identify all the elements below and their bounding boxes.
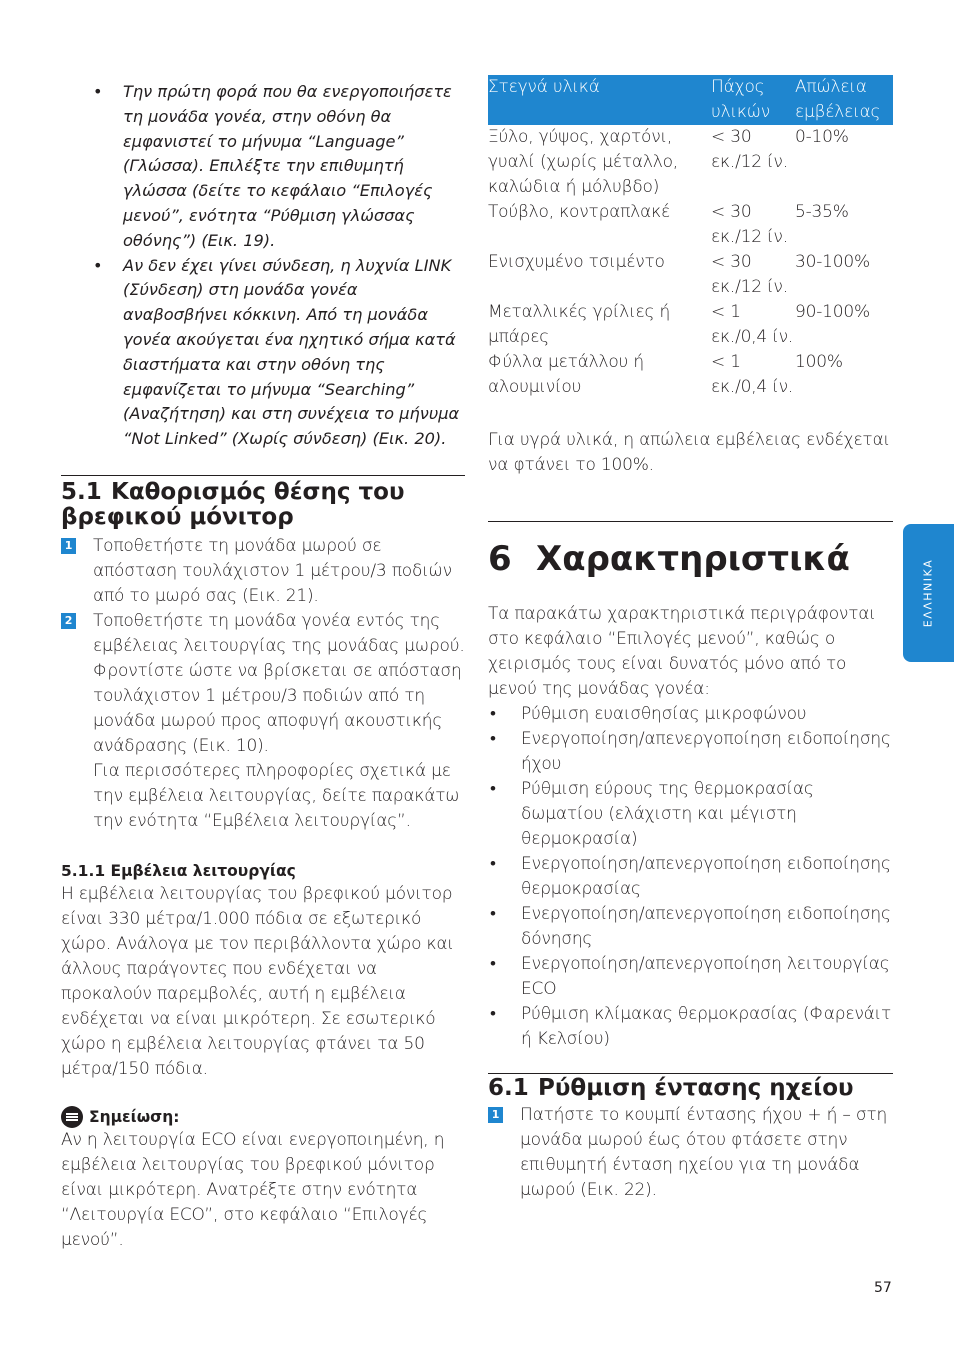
section-number: 5.1 bbox=[61, 478, 102, 505]
table-header-cell: Απώλεια εμβέλειας bbox=[795, 75, 893, 125]
range-paragraph: Η εμβέλεια λειτουργίας του βρεφικού μόνιτορ είναι 330 μέτρα/1.000 πόδια σε εξωτερικό χώρο. Ανάλογα με τον περιβάλλοντα χώρο και άλλους παράγοντες που ενδέχεται να προκαλούν παρεμβολές, αυτή η εμβέλεια ενδέχεται να είναι μικρότερη. Σε εσωτερικό χώρο η εμβέλεια λειτουργίας φτάνει τα 50 μέτρα/150 πόδια. bbox=[61, 883, 454, 1079]
table-cell: 30-100% bbox=[795, 252, 870, 272]
bullet-icon: • bbox=[490, 779, 496, 799]
table-header-row bbox=[488, 75, 893, 125]
section-heading-6-1 bbox=[488, 1076, 893, 1101]
left-column bbox=[61, 80, 465, 1253]
table-row bbox=[488, 300, 893, 350]
section-divider bbox=[61, 475, 465, 476]
bullet-text: Αν δεν έχει γίνει σύνδεση, η λυχνία LINK (Σύνδεση) στη μονάδα γονέα αναβοσβήνει κόκκινη. Από τη μονάδα γονέα ακούγεται ένα ηχητικό σήμα κατά διαστήματα και στην οθόνη της εμφανίζεται το μήνυμα “Searching” (Αναζήτηση) και στη συνέχεια το μήνυμα “Not Linked” (Χωρίς σύνδεση) (Εικ. 20). bbox=[123, 255, 460, 449]
language-tab-label: ΕΛΛΗΝΙΚΑ bbox=[921, 558, 935, 628]
subsection-heading: 5.1.1 Εμβέλεια λειτουργίας bbox=[61, 861, 296, 880]
step-text: Τοποθετήστε τη μονάδα μωρού σε απόσταση τουλάχιστον 1 μέτρου/3 ποδιών από το μωρό σας (Εικ. 21). bbox=[93, 535, 452, 606]
page-number: 57 bbox=[874, 1280, 892, 1296]
step-text: Τοποθετήστε τη μονάδα γονέα εντός της εμβέλειας λειτουργίας της μονάδας μωρού. Φροντίστε ώστε να βρίσκεται σε απόσταση τουλάχιστον 1 μέτρου/3 ποδιών από τη μονάδα μωρού προς αποφυγή ακουστικής ανάδρασης (Εικ. 10). bbox=[93, 610, 465, 756]
table-cell: 5-35% bbox=[795, 202, 849, 222]
chapter-title: Χαρακτηριστικά bbox=[536, 539, 850, 579]
chapter-number: 6 bbox=[488, 539, 512, 579]
table-cell: < 30 εκ./12 ίν. bbox=[711, 252, 788, 297]
feature-text: Ρύθμιση εύρους της θερμοκρασίας δωματίου (ελάχιστη και μέγιστη θερμοκρασία) bbox=[521, 779, 814, 849]
chapter-heading bbox=[488, 539, 893, 579]
wet-materials-paragraph: Για υγρά υλικά, η απώλεια εμβέλειας ενδέχεται να φτάνει το 100%. bbox=[488, 430, 890, 475]
bullet-icon: • bbox=[490, 904, 496, 924]
bullet-icon: • bbox=[93, 255, 103, 275]
language-side-tab bbox=[903, 524, 954, 662]
table-cell: Ενισχυμένο τσιμέντο bbox=[488, 252, 665, 272]
note-text: Αν η λειτουργία ECO είναι ενεργοποιημένη, η εμβέλεια λειτουργίας του βρεφικού μόνιτορ είναι μικρότερη. Ανατρέξτε στην ενότητα “Λειτουργία ECO”, στο κεφάλαιο “Επιλογές μενού”. bbox=[61, 1129, 445, 1250]
list-item bbox=[488, 1002, 893, 1052]
step-number-badge: 1 bbox=[61, 538, 76, 554]
feature-text: Ρύθμιση ευαισθησίας μικροφώνου bbox=[521, 704, 807, 724]
table-row bbox=[488, 250, 893, 300]
note-label: Σημείωση: bbox=[89, 1107, 180, 1126]
chapter-divider bbox=[488, 521, 893, 522]
list-item bbox=[488, 702, 893, 727]
table-cell: 0-10% bbox=[795, 127, 849, 147]
note-icon bbox=[61, 1106, 83, 1128]
table-cell: < 30 εκ./12 ίν. bbox=[711, 127, 788, 172]
step-number-badge: 2 bbox=[61, 613, 76, 629]
step-text: Πατήστε το κουμπί έντασης ήχου + ή – στη μονάδα μωρού έως ότου φτάσετε στην επιθυμητή ένταση ηχείου για τη μονάδα μωρού (Εικ. 22). bbox=[520, 1105, 888, 1200]
table-row bbox=[488, 200, 893, 250]
feature-text: Ενεργοποίηση/απενεργοποίηση ειδοποίησης δόνησης bbox=[521, 904, 891, 949]
table-cell: Φύλλα μετάλλου ή αλουμινίου bbox=[488, 352, 644, 397]
section-number: 6.1 bbox=[488, 1075, 529, 1101]
feature-text: Ενεργοποίηση/απενεργοποίηση ειδοποίησης θερμοκρασίας bbox=[521, 854, 891, 899]
feature-text: Ρύθμιση κλίμακας θερμοκρασίας (Φαρενάιτ ή Κελσίου) bbox=[521, 1004, 892, 1049]
bullet-icon: • bbox=[490, 1004, 496, 1024]
table-row bbox=[488, 350, 893, 400]
table-cell: 100% bbox=[795, 352, 843, 372]
list-item bbox=[488, 852, 893, 902]
materials-table bbox=[488, 75, 893, 400]
list-item bbox=[488, 902, 893, 952]
section-title: Ρύθμιση έντασης ηχείου bbox=[538, 1075, 854, 1101]
bullet-icon: • bbox=[490, 954, 496, 974]
step-number-badge: 1 bbox=[488, 1107, 503, 1123]
features-intro: Τα παρακάτω χαρακτηριστικά περιγράφονται στο κεφάλαιο “Επιλογές μενού”, καθώς ο χειρισμός τους είναι δυνατός μόνο από το μενού της μονάδας γονέα: bbox=[488, 604, 876, 699]
table-cell: < 1 εκ./0,4 ίν. bbox=[711, 352, 794, 397]
table-cell: Ξύλο, γύψος, χαρτόνι, γυαλί (χωρίς μέταλλο, καλώδια ή μόλυβδο) bbox=[488, 127, 679, 197]
features-list bbox=[488, 702, 893, 1052]
section-title: Καθορισμός θέσης του βρεφικού μόνιτορ bbox=[61, 478, 405, 530]
section-divider bbox=[488, 1073, 893, 1074]
table-header-cell: Στεγνά υλικά bbox=[488, 75, 711, 125]
table-cell: Τούβλο, κοντραπλακέ bbox=[488, 202, 670, 222]
bullet-icon: • bbox=[490, 729, 496, 749]
list-item bbox=[61, 80, 465, 254]
feature-text: Ενεργοποίηση/απενεργοποίηση λειτουργίας ECO bbox=[521, 954, 890, 999]
step-item bbox=[488, 1103, 893, 1203]
right-column bbox=[488, 75, 893, 1203]
bullet-icon: • bbox=[490, 854, 496, 874]
list-item bbox=[61, 254, 465, 452]
step-item bbox=[61, 609, 465, 834]
intro-bullet-list bbox=[61, 80, 465, 452]
table-header-cell: Πάχος υλικών bbox=[711, 75, 795, 125]
list-item bbox=[488, 727, 893, 777]
bullet-icon: • bbox=[93, 82, 103, 101]
steps bbox=[61, 534, 465, 834]
table-cell: Μεταλλικές γρίλιες ή μπάρες bbox=[488, 302, 671, 347]
bullet-text: Την πρώτη φορά που θα ενεργοποιήσετε τη μονάδα γονέα, στην οθόνη θα εμφανιστεί το μήνυμα “Language” (Γλώσσα). Επιλέξτε την επιθυμητή γλώσσα (δείτε το κεφάλαιο “Επιλογές μενού”, ενότητα “Ρύθμιση γλώσσας οθόνης”) (Εικ. 19). bbox=[123, 82, 452, 250]
section-heading-5-1 bbox=[61, 480, 465, 530]
table-cell: 90-100% bbox=[795, 302, 870, 322]
note-heading bbox=[61, 1106, 465, 1128]
step-item bbox=[61, 534, 465, 609]
table-cell: < 1 εκ./0,4 ίν. bbox=[711, 302, 794, 347]
list-item bbox=[488, 952, 893, 1002]
list-item bbox=[488, 777, 893, 852]
table-row bbox=[488, 125, 893, 200]
feature-text: Ενεργοποίηση/απενεργοποίηση ειδοποίησης ήχου bbox=[521, 729, 891, 774]
step-extra-text: Για περισσότερες πληροφορίες σχετικά με την εμβέλεια λειτουργίας, δείτε παρακάτω την ενότητα “Εμβέλεια λειτουργίας”. bbox=[93, 760, 460, 831]
bullet-icon: • bbox=[490, 704, 496, 724]
table-cell: < 30 εκ./12 ίν. bbox=[711, 202, 788, 247]
